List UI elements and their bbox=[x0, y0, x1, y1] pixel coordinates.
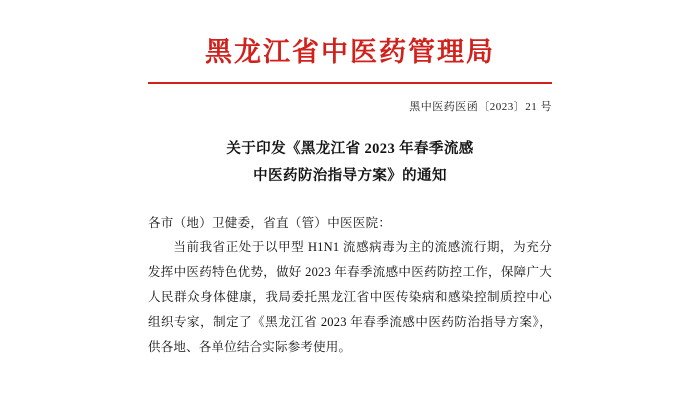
document-title-line-1: 关于印发《黑龙江省 2023 年春季流感 bbox=[226, 140, 474, 157]
document-paragraph bbox=[148, 235, 552, 360]
document-title bbox=[148, 136, 552, 190]
document-header-title: 黑龙江省中医药管理局 bbox=[205, 37, 495, 67]
paragraph-text: 当前我省正处于以甲型 H1N1 流感病毒为主的流感流行期，为充分发挥中医药特色优势，做好 2023 年春季流感中医药防控工作，保障广大人民群众身体健康，我局委托黑龙江省中医传染病和感染控制质控中心组织专家，制定了《黑龙江省 2023 年春季流感中医药防治指导方案》，供各地、各单位结合实际参考使用。 bbox=[148, 240, 552, 355]
page-right-margin bbox=[552, 0, 700, 400]
document-body bbox=[148, 0, 552, 400]
document-title-line-2: 中医药防治指导方案》的通知 bbox=[253, 167, 447, 184]
document-number: 黑中医药医函〔2023〕21 号 bbox=[409, 100, 552, 113]
document-salutation: 各市（地）卫健委，省直（管）中医医院： bbox=[148, 216, 392, 231]
header-divider-rule bbox=[148, 82, 552, 84]
page-left-margin bbox=[0, 0, 148, 400]
